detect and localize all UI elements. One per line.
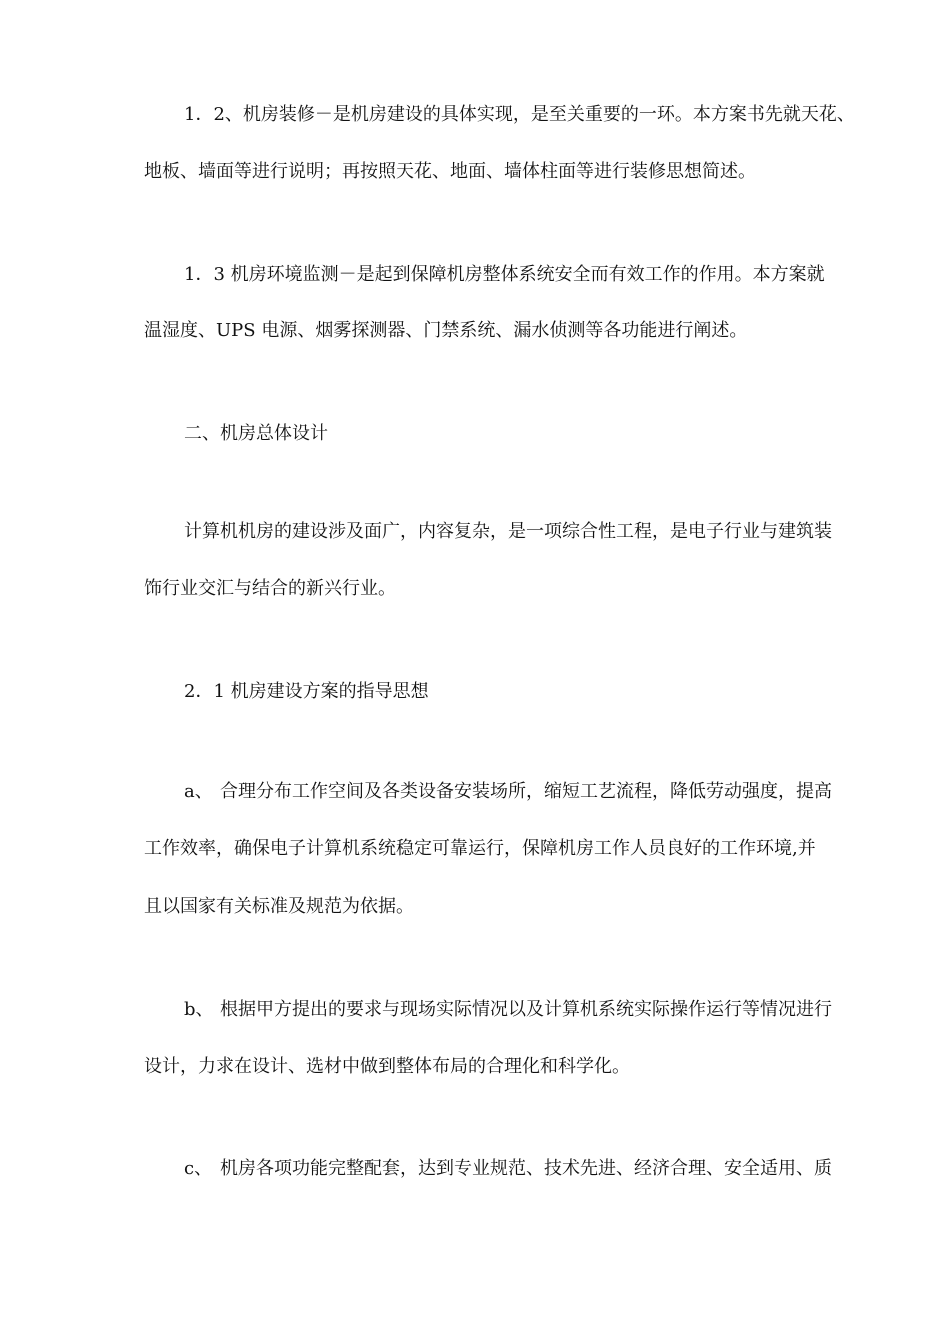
item-b-label: b、 — [184, 999, 214, 1020]
paragraph-3-line-2: 饰行业交汇与结合的新兴行业。 — [144, 578, 396, 599]
item-a-line-1 — [184, 780, 950, 804]
item-b-line-2: 设计，力求在设计、选材中做到整体布局的合理化和科学化。 — [144, 1056, 630, 1077]
paragraph-3-line-1: 计算机机房的建设涉及面广，内容复杂，是一项综合性工程，是电子行业与建筑装 — [184, 521, 832, 542]
item-a-text: 合理分布工作空间及各类设备安装场所，缩短工艺流程，降低劳动强度，提高 — [220, 781, 832, 802]
paragraph-1-line-2: 地板、墙面等进行说明；再按照天花、地面、墙体柱面等进行装修思想简述。 — [144, 161, 756, 182]
subsection-heading: 2．1 机房建设方案的指导思想 — [184, 681, 429, 702]
paragraph-1-line-1: 1．2、机房装修－是机房建设的具体实现，是至关重要的一环。本方案书先就天花、 — [184, 104, 855, 125]
item-c-label: c、 — [184, 1158, 213, 1179]
item-b-line-1 — [184, 998, 950, 1022]
item-a-line-3: 且以国家有关标准及规范为依据。 — [144, 896, 414, 917]
paragraph-2-line-1: 1．3 机房环境监测－是起到保障机房整体系统安全而有效工作的作用。本方案就 — [184, 264, 825, 285]
item-b-text: 根据甲方提出的要求与现场实际情况以及计算机系统实际操作运行等情况进行 — [220, 999, 832, 1020]
item-c-line-1 — [184, 1157, 950, 1181]
item-a-line-2: 工作效率，确保电子计算机系统稳定可靠运行，保障机房工作人员良好的工作环境,并 — [144, 838, 816, 859]
section-heading: 二、机房总体设计 — [184, 423, 328, 444]
paragraph-2-line-2: 温湿度、UPS 电源、烟雾探测器、门禁系统、漏水侦测等各功能进行阐述。 — [144, 320, 748, 341]
item-c-text: 机房各项功能完整配套，达到专业规范、技术先进、经济合理、安全适用、质 — [220, 1158, 832, 1179]
item-a-label: a、 — [184, 781, 213, 802]
